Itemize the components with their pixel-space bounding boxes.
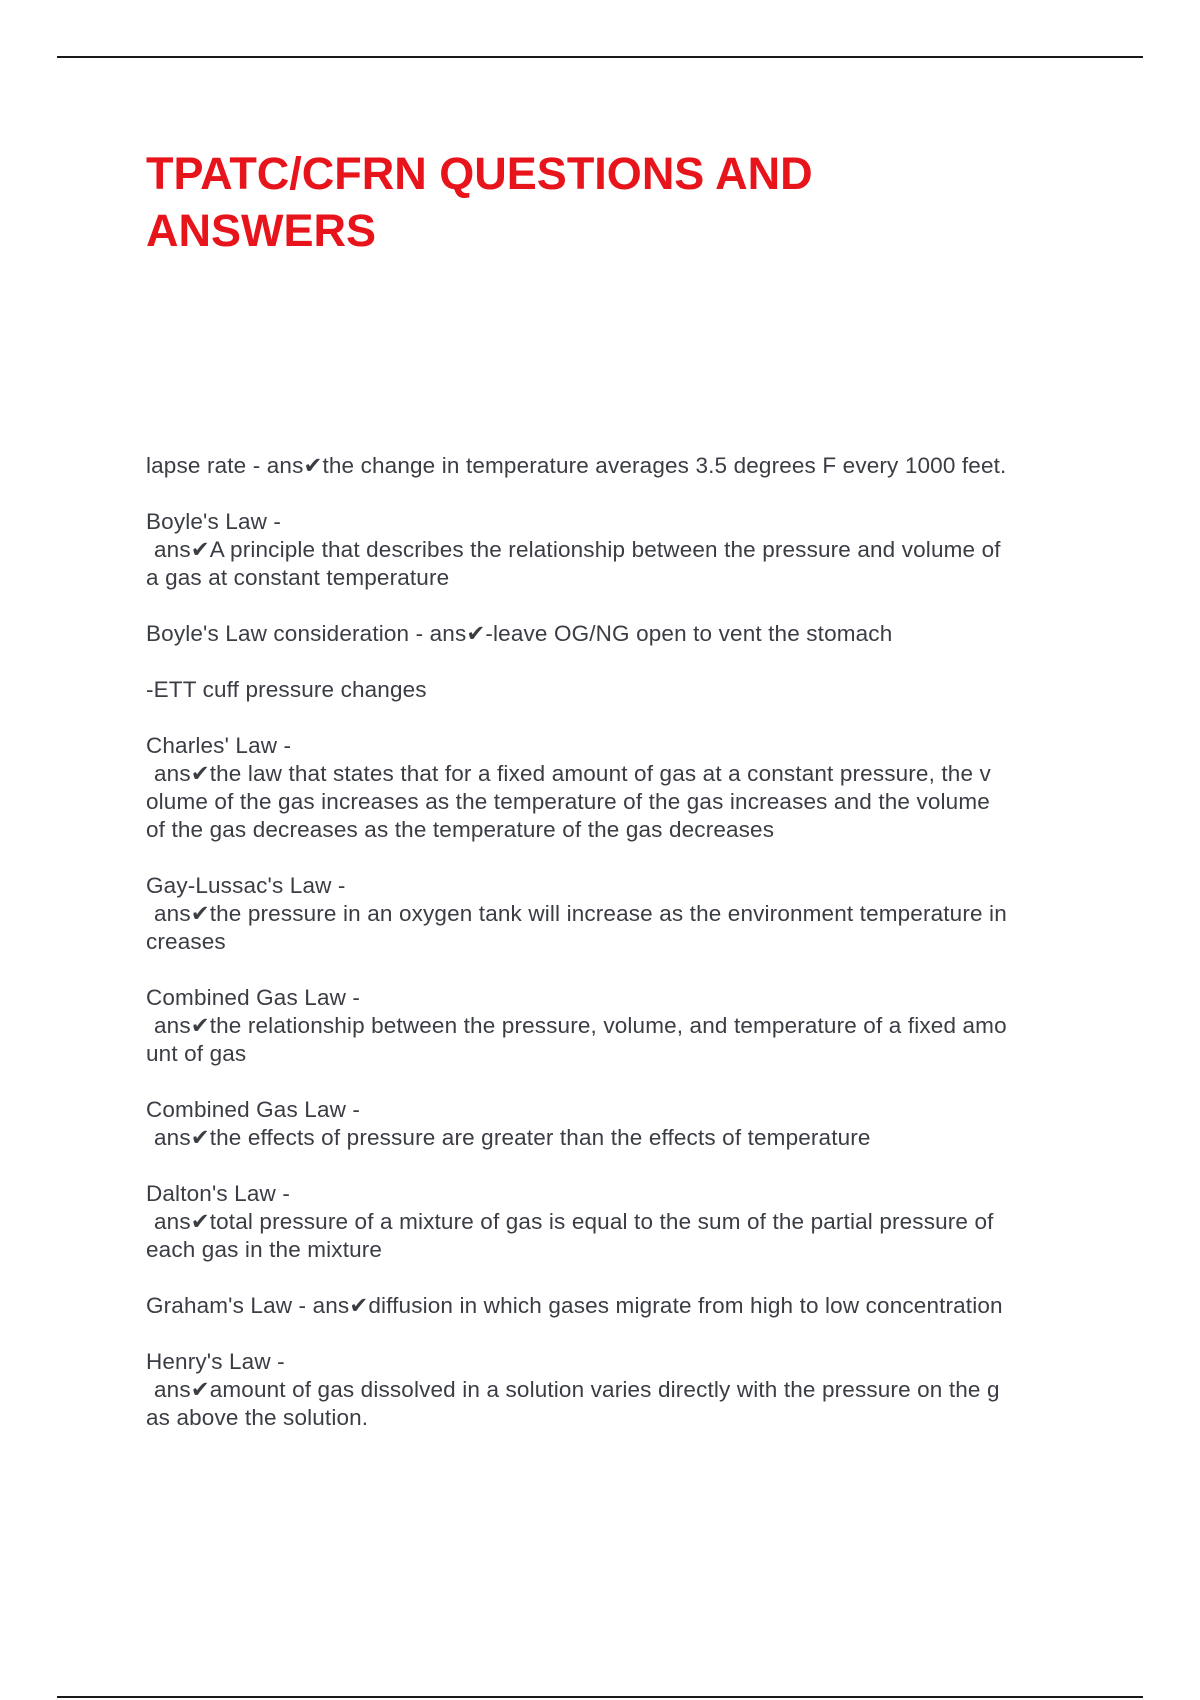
entry-answer-line: ans✔A principle that describes the relationship between the pressure and volume of [154, 537, 1001, 562]
entry-term: Charles' Law - [146, 733, 292, 758]
entry-term: Combined Gas Law - [146, 985, 361, 1010]
entry-line: Boyle's Law consideration - ans✔-leave OG/NG open to vent the stomach [146, 621, 893, 646]
qa-entry-henrys-law [146, 1348, 1086, 1432]
qa-entry-combined-gas-law-2 [146, 1096, 1086, 1152]
qa-entry-combined-gas-law-1 [146, 984, 1086, 1068]
entry-term: Dalton's Law - [146, 1181, 290, 1206]
entry-term: Gay-Lussac's Law - [146, 873, 346, 898]
qa-entry-boyles-law-consideration [146, 620, 1086, 648]
document-title: TPATC/CFRN QUESTIONS AND ANSWERS [146, 148, 813, 256]
entry-answer-line: ans✔the effects of pressure are greater than the effects of temperature [154, 1125, 871, 1150]
qa-entry-boyles-law [146, 508, 1086, 592]
entry-answer-line: a gas at constant temperature [146, 565, 450, 590]
qa-list [146, 452, 1086, 1460]
entry-answer-line: ans✔the relationship between the pressure, volume, and temperature of a fixed amo [154, 1013, 1007, 1038]
entry-answer-line: olume of the gas increases as the temperature of the gas increases and the volume [146, 789, 990, 814]
entry-line: -ETT cuff pressure changes [146, 677, 427, 702]
entry-answer-line: of the gas decreases as the temperature of the gas decreases [146, 817, 775, 842]
entry-answer-line: each gas in the mixture [146, 1237, 383, 1262]
bottom-rule [57, 1696, 1143, 1698]
entry-term: Henry's Law - [146, 1349, 285, 1374]
entry-term: Boyle's Law - [146, 509, 282, 534]
top-rule [57, 56, 1143, 58]
qa-entry-lapse-rate [146, 452, 1086, 480]
entry-answer-line: creases [146, 929, 226, 954]
entry-term: Combined Gas Law - [146, 1097, 361, 1122]
entry-answer-line: as above the solution. [146, 1405, 369, 1430]
entry-answer-line: ans✔total pressure of a mixture of gas is equal to the sum of the partial pressure of [154, 1209, 994, 1234]
qa-entry-grahams-law [146, 1292, 1086, 1320]
qa-entry-ett-cuff [146, 676, 1086, 704]
entry-answer-line: ans✔the pressure in an oxygen tank will increase as the environment temperature in [154, 901, 1007, 926]
entry-line: Graham's Law - ans✔diffusion in which gases migrate from high to low concentration [146, 1293, 1003, 1318]
entry-answer-line: unt of gas [146, 1041, 247, 1066]
entry-answer-line: ans✔the law that states that for a fixed amount of gas at a constant pressure, the v [154, 761, 991, 786]
qa-entry-gay-lussacs-law [146, 872, 1086, 956]
entry-answer-line: ans✔amount of gas dissolved in a solution varies directly with the pressure on the g [154, 1377, 1000, 1402]
qa-entry-daltons-law [146, 1180, 1086, 1264]
entry-line: lapse rate - ans✔the change in temperature averages 3.5 degrees F every 1000 feet. [146, 453, 1007, 478]
qa-entry-charles-law [146, 732, 1086, 844]
